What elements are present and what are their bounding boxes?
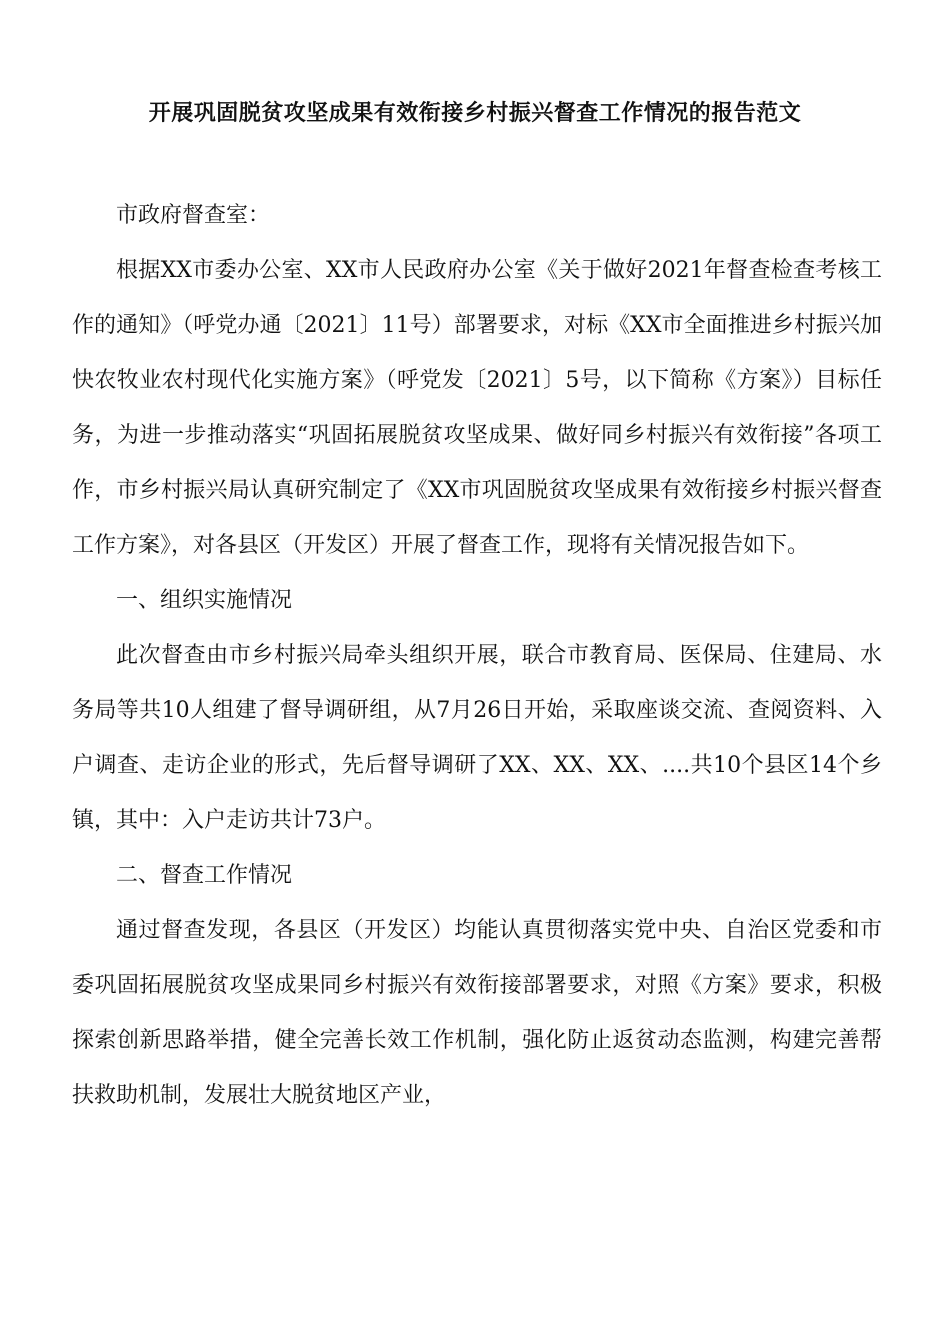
section-heading-2: 二、督查工作情况 — [116, 863, 293, 888]
salutation: 市政府督查室： — [116, 203, 271, 228]
paragraph-organization: 此次督查由市乡村振兴局牵头组织开展，联合市教育局、医保局、住建局、水务局等共10人组建了督导调研组，从7月26日开始，采取座谈交流、查阅资料、入户调查、走访企业的形式，先后督导调研了XX、XX、XX、....共10个县区14个乡镇，其中：入户走访共计73户。 — [72, 643, 882, 833]
document-body — [72, 188, 882, 1123]
document-title: 开展巩固脱贫攻坚成果有效衔接乡村振兴督查工作情况的报告范文 — [148, 101, 802, 126]
section-heading-1: 一、组织实施情况 — [116, 588, 293, 613]
paragraph-basis: 根据XX市委办公室、XX市人民政府办公室《关于做好2021年督查检查考核工作的通知》（呼党办通〔2021〕11号）部署要求，对标《XX市全面推进乡村振兴加快农牧业农村现代化实施方案》（呼党发〔2021〕5号，以下简称《方案》）目标任务，为进一步推动落实“巩固拓展脱贫攻坚成果、做好同乡村振兴有效衔接”各项工作，市乡村振兴局认真研究制定了《XX市巩固脱贫攻坚成果有效衔接乡村振兴督查工作方案》，对各县区（开发区）开展了督查工作，现将有关情况报告如下。 — [72, 258, 882, 558]
paragraph-findings: 通过督查发现，各县区（开发区）均能认真贯彻落实党中央、自治区党委和市委巩固拓展脱贫攻坚成果同乡村振兴有效衔接部署要求，对照《方案》要求，积极探索创新思路举措，健全完善长效工作机制，强化防止返贫动态监测，构建完善帮扶救助机制，发展壮大脱贫地区产业， — [72, 918, 882, 1108]
